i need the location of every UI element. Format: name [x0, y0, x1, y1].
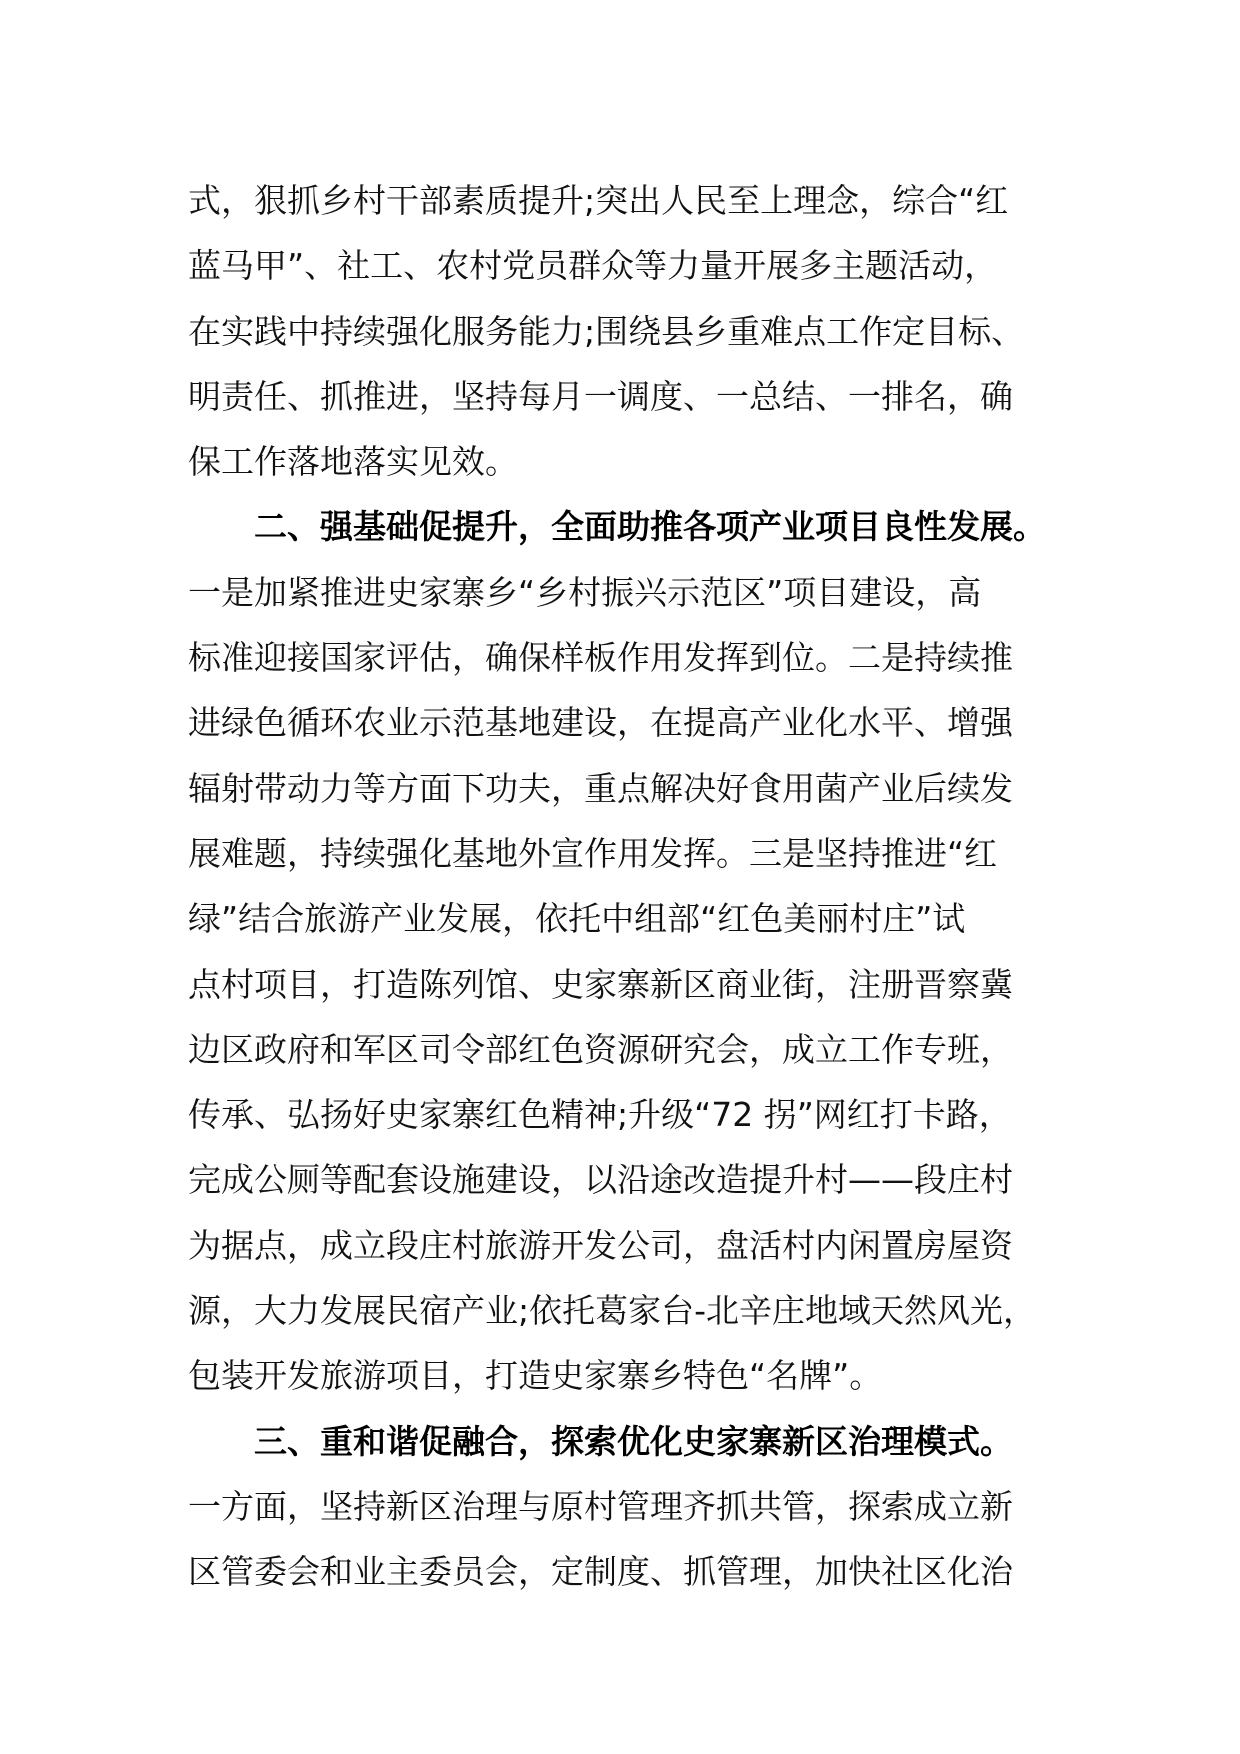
- paragraph-line: 标准迎接国家评估，确保样板作用发挥到位。二是持续推: [188, 638, 1013, 678]
- paragraph-line: 点村项目，打造陈列馆、史家寨新区商业街，注册晋察冀: [188, 964, 1013, 1004]
- paragraph-line: 明责任、抓推进，坚持每月一调度、一总结、一排名，确: [188, 376, 1013, 416]
- paragraph-line: 保工作落地落实见效。: [188, 442, 518, 482]
- paragraph-line: 源，大力发展民宿产业;依托葛家台-北辛庄地域天然风光，: [188, 1291, 1037, 1331]
- paragraph-line: 区管委会和业主委员会，定制度、抓管理，加快社区化治: [188, 1552, 1013, 1592]
- document-body: [188, 168, 1068, 1605]
- paragraph-line: 在实践中持续强化服务能力;围绕县乡重难点工作定目标、: [188, 311, 1025, 351]
- paragraph-line: 完成公厕等配套设施建设，以沿途改造提升村——段庄村: [188, 1160, 1013, 1200]
- paragraph-line: 边区政府和军区司令部红色资源研究会，成立工作专班，: [188, 1029, 1013, 1069]
- paragraph-line: 为据点，成立段庄村旅游开发公司，盘活村内闲置房屋资: [188, 1225, 1013, 1265]
- paragraph-line: 传承、弘扬好史家寨红色精神;升级“72 拐”网红打卡路，: [188, 1095, 1012, 1135]
- paragraph-line: 蓝马甲”、社工、农村党员群众等力量开展多主题活动，: [188, 246, 998, 286]
- paragraph-line: 式，狠抓乡村干部素质提升;突出人民至上理念，综合“红: [188, 181, 1009, 220]
- paragraph-line: 绿”结合旅游产业发展，依托中组部“红色美丽村庄”试: [188, 899, 966, 939]
- section-heading: 二、强基础促提升，全面助推各项产业项目良性发展。: [254, 507, 1046, 547]
- paragraph-line: 包装开发旅游项目，打造史家寨乡特色“名牌”。: [188, 1356, 883, 1396]
- paragraph-line: 展难题，持续强化基地外宣作用发挥。三是坚持推进“红: [188, 833, 998, 873]
- paragraph-line: 一是加紧推进史家寨乡“乡村振兴示范区”项目建设，高: [188, 572, 982, 612]
- paragraph-line: 一方面，坚持新区治理与原村管理齐抓共管，探索成立新: [188, 1486, 1013, 1526]
- paragraph-line: 进绿色循环农业示范基地建设，在提高产业化水平、增强: [188, 703, 1013, 743]
- paragraph-line: 辐射带动力等方面下功夫，重点解决好食用菌产业后续发: [188, 768, 1013, 808]
- section-heading: 三、重和谐促融合，探索优化史家寨新区治理模式。: [254, 1421, 1013, 1461]
